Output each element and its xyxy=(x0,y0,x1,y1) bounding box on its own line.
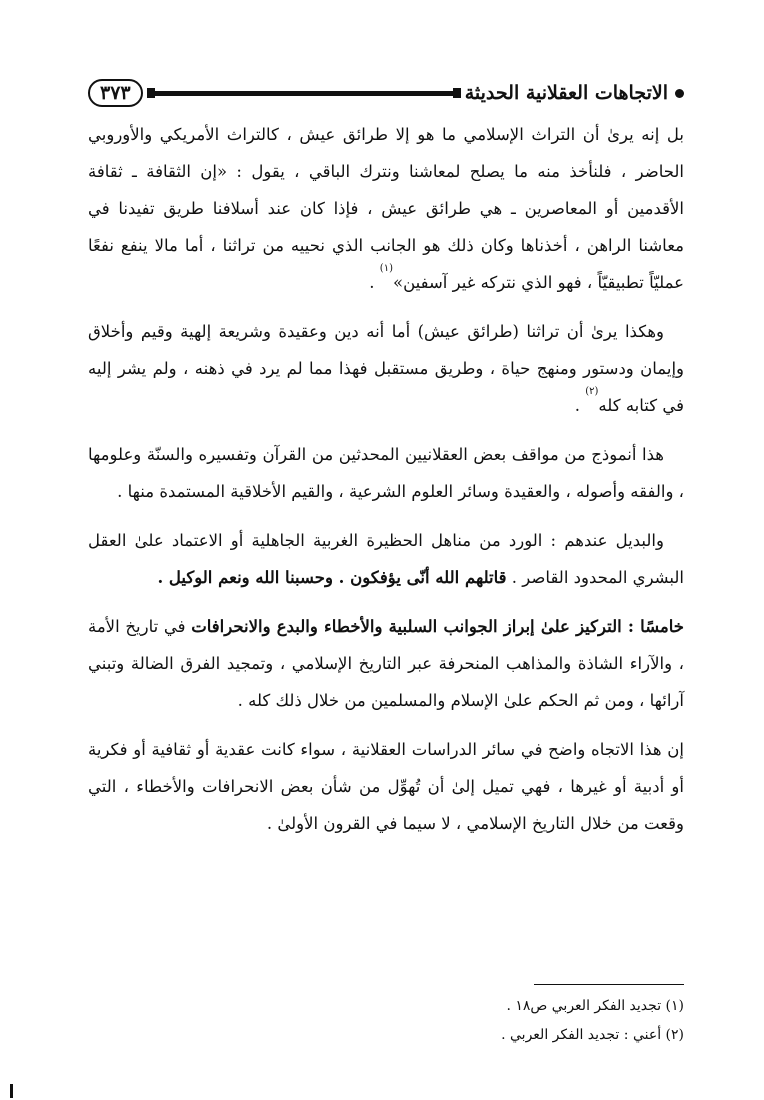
footnote-2: (٢) أعني : تجديد الفكر العربي . xyxy=(501,1027,684,1043)
footnote-ref: (١) xyxy=(379,263,393,274)
bullet-icon xyxy=(675,89,684,98)
paragraph-text: وهكذا يرىٰ أن تراثنا (طرائق عيش) أما أنه دين وعقيدة وشريعة إلهية وقيم وأخلاق وإيمان ودستور ومنهج حياة ، وطريق مستقبل فهذا مما لم يرد في ذهنه ، ولم يشر إليه في كتابه كله xyxy=(88,322,684,415)
footnote-ref: (٢) xyxy=(585,386,599,397)
paragraph-4 xyxy=(88,522,684,596)
rule-line xyxy=(155,91,453,96)
paragraph-text: والبديل عندهم : الورد من مناهل الحظيرة الغربية الجاهلية أو الاعتماد علىٰ العقل البشري المحدود القاصر . xyxy=(88,531,684,587)
rule-square-icon xyxy=(147,88,155,98)
paragraph-3 xyxy=(88,436,684,510)
rule-square-icon xyxy=(453,88,461,98)
scan-edge-mark xyxy=(10,1084,13,1098)
paragraph-6 xyxy=(88,731,684,842)
footnotes xyxy=(88,992,684,1050)
paragraph-end: . xyxy=(369,273,380,292)
bold-phrase: قاتلهم الله أنّى يؤفكون . وحسبنا الله ونعم الوكيل . xyxy=(157,568,507,587)
header-rule xyxy=(147,88,461,98)
paragraph-text: إن هذا الاتجاه واضح في سائر الدراسات العقلانية ، سواء كانت عقدية أو ثقافية أو فكرية أو أدبية أو غيرها ، فهي تميل إلىٰ أن تُهوِّل من شأن بعض الانحرافات والأخطاء ، التي وقعت من خلال التاريخ الإسلامي ، لا سيما في القرون الأولىٰ . xyxy=(88,740,684,833)
section-heading: خامسًا : التركيز علىٰ إبراز الجوانب السلبية والأخطاء والبدع والانحرافات xyxy=(191,617,684,636)
page-number: ٣٧٣ xyxy=(88,79,143,107)
paragraph-text: بل إنه يرىٰ أن التراث الإسلامي ما هو إلا طرائق عيش ، كالتراث الأمريكي والأوروبي الحاضر ، فلنأخذ منه ما يصلح لمعاشنا ونترك الباقي ، يقول : «إن الثقافة ـ ثقافة الأقدمين أو المعاصرين ـ هي طرائق عيش ، فإذا كان عند أسلافنا طريق تفيدنا في معاشنا الراهن ، أخذناها وكان ذلك هو الجانب الذي نحييه من تراثنا ، أما مالا ينفع نفعًا عمليّاً تطبيقيّاً ، فهو الذي نتركه غير آسفين» xyxy=(88,125,684,292)
paragraph-2 xyxy=(88,313,684,424)
paragraph-end: . xyxy=(574,396,586,415)
paragraph-text: في تاريخ الأمة ، والآراء الشاذة والمذاهب المنحرفة عبر التاريخ الإسلامي ، وتمجيد الفرق الضالة وتبني آرائها ، ومن ثم الحكم علىٰ الإسلام والمسلمين من خلال ذلك كله . xyxy=(88,617,684,710)
running-header xyxy=(88,78,684,108)
main-text xyxy=(88,116,684,854)
footnote-divider xyxy=(534,984,684,985)
paragraph-1 xyxy=(88,116,684,301)
paragraph-5 xyxy=(88,608,684,719)
paragraph-text: هذا أنموذج من مواقف بعض العقلانيين المحدثين من القرآن وتفسيره والسنّة وعلومها ، والفقه وأصوله ، والعقيدة وسائر العلوم الشرعية ، والقيم الأخلاقية المستمدة منها . xyxy=(88,445,684,501)
running-title: الاتجاهات العقلانية الحديثة xyxy=(464,82,668,104)
footnote-1: (١) تجديد الفكر العربي ص١٨ . xyxy=(506,998,684,1014)
